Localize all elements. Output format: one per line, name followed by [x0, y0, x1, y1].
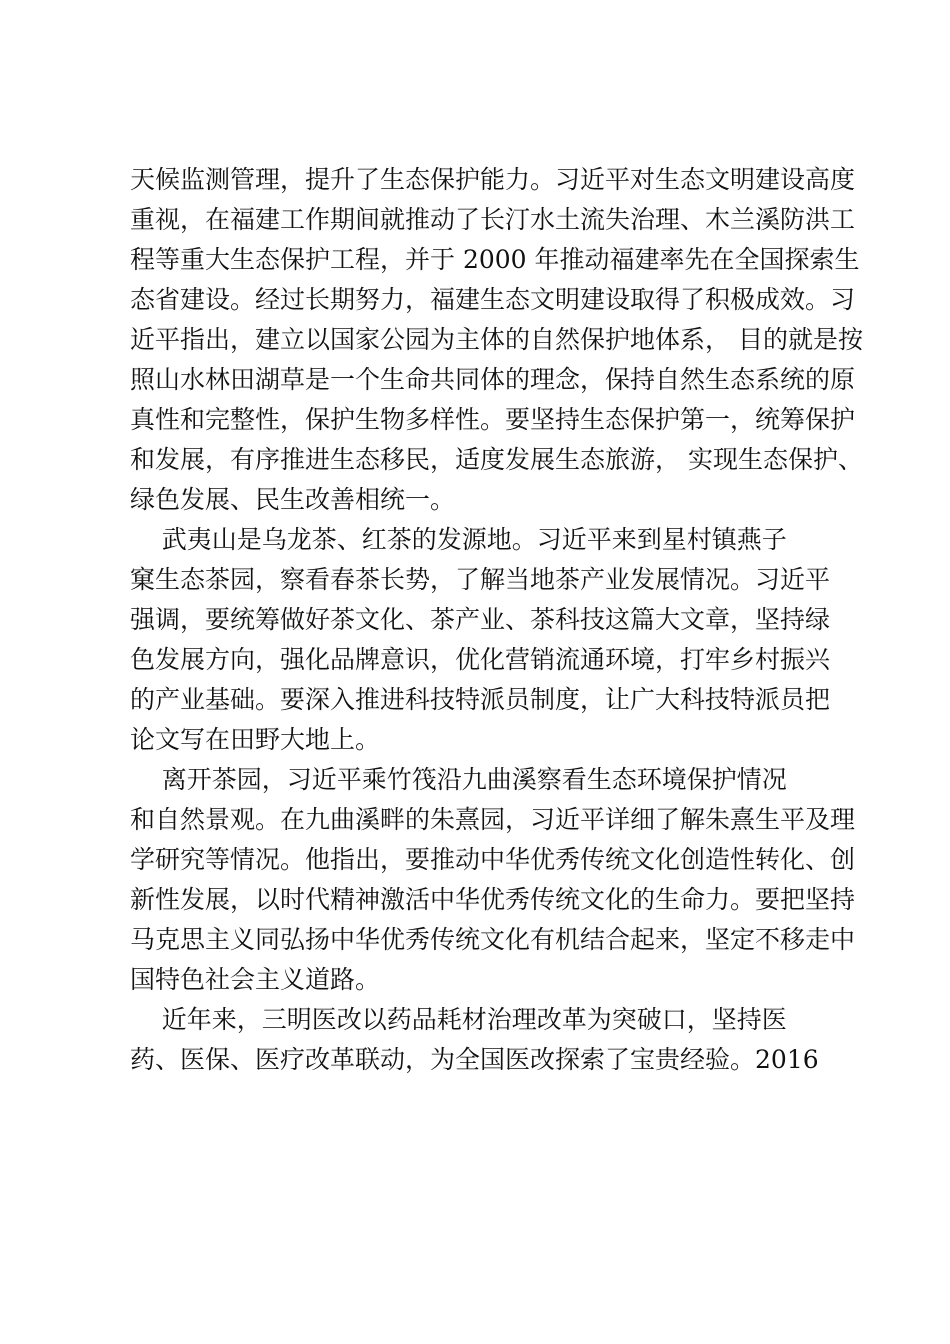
text-line: 绿色发展、民生改善相统一。 [130, 485, 456, 514]
text-line: 离开茶园，习近平乘竹筏沿九曲溪察看生态环境保护情况 [130, 765, 787, 794]
text-line: 天候监测管理，提升了生态保护能力。习近平对生态文明建设高度 [130, 165, 856, 194]
text-line: 程等重大生态保护工程，并于 2000 年推动福建率先在全国探索生 [130, 245, 860, 274]
text-line: 近平指出，建立以国家公园为主体的自然保护地体系， 目的就是按 [130, 325, 863, 354]
text-line: 国特色社会主义道路。 [130, 965, 381, 994]
text-line: 和自然景观。在九曲溪畔的朱熹园，习近平详细了解朱熹生平及理 [130, 805, 856, 834]
text-line: 论文写在田野大地上。 [130, 725, 381, 754]
text-line: 药、医保、医疗改革联动，为全国医改探索了宝贵经验。2016 [130, 1045, 819, 1074]
text-line: 和发展，有序推进生态移民，适度发展生态旅游， 实现生态保护、 [130, 445, 863, 474]
text-line: 强调，要统筹做好茶文化、茶产业、茶科技这篇大文章，坚持绿 [130, 605, 831, 634]
text-line: 色发展方向，强化品牌意识，优化营销流通环境，打牢乡村振兴 [130, 645, 831, 674]
text-line: 照山水林田湖草是一个生命共同体的理念，保持自然生态系统的原 [130, 365, 856, 394]
text-line: 的产业基础。要深入推进科技特派员制度，让广大科技特派员把 [130, 685, 831, 714]
text-line: 武夷山是乌龙茶、红茶的发源地。习近平来到星村镇燕子 [130, 525, 787, 554]
text-line: 真性和完整性，保护生物多样性。要坚持生态保护第一，统筹保护 [130, 405, 856, 434]
text-line: 近年来，三明医改以药品耗材治理改革为突破口，坚持医 [130, 1005, 787, 1034]
text-line: 重视，在福建工作期间就推动了长汀水土流失治理、木兰溪防洪工 [130, 205, 856, 234]
text-line: 学研究等情况。他指出，要推动中华优秀传统文化创造性转化、创 [130, 845, 856, 874]
text-line: 窠生态茶园，察看春茶长势，了解当地茶产业发展情况。习近平 [130, 565, 831, 594]
text-line: 态省建设。经过长期努力，福建生态文明建设取得了积极成效。习 [130, 285, 856, 314]
body-text [130, 160, 863, 1080]
text-line: 马克思主义同弘扬中华优秀传统文化有机结合起来，坚定不移走中 [130, 925, 856, 954]
text-line: 新性发展，以时代精神激活中华优秀传统文化的生命力。要把坚持 [130, 885, 856, 914]
